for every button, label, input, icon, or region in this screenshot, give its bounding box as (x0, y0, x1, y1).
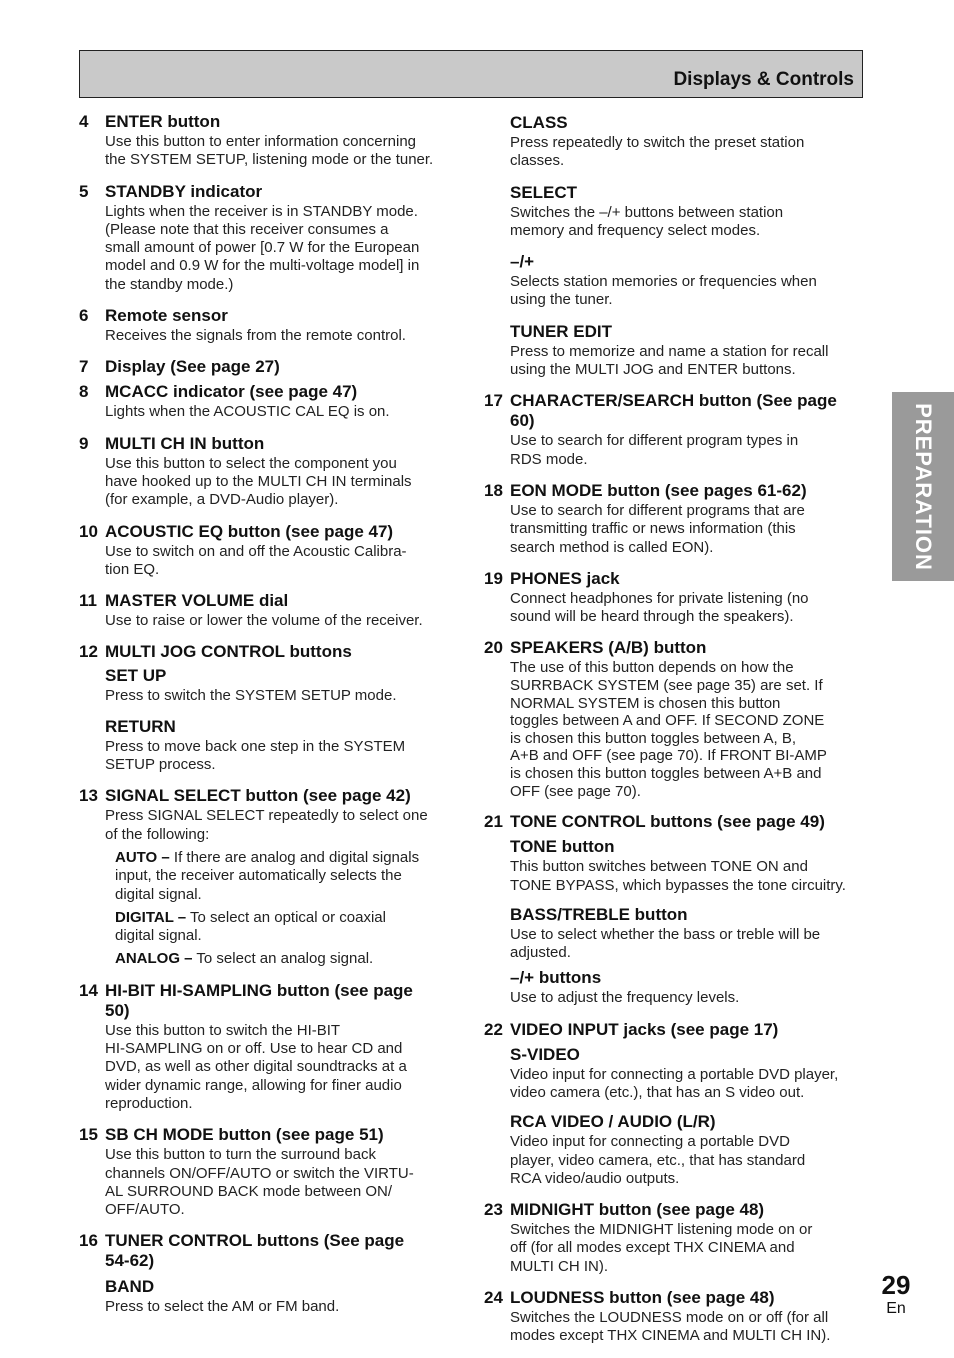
subitem-description: Video input for connecting a portable DVD player, video camera, etc., that has standard RCA video/audio outputs. (510, 1133, 806, 1187)
item-number: 10 (79, 521, 98, 541)
subitem-description: Use to select whether the bass or treble will be adjusted. (510, 925, 821, 962)
item-enter-button (79, 112, 461, 170)
item-number: 21 (484, 812, 503, 832)
subitem-description: Press to switch the SYSTEM SETUP mode. (105, 687, 397, 705)
option-description: If there are analog and digital signals input, the receiver automatically selects the digital signal. (115, 848, 420, 903)
subitem-description: Selects station memories or frequencies when using the tuner. (510, 273, 817, 309)
item-title: Remote sensor (105, 306, 228, 326)
item-tuner-control (79, 1231, 461, 1316)
item-number: 9 (79, 433, 89, 453)
subitem-description: This button switches between TONE ON and TONE BYPASS, which bypasses the tone circuitry. (510, 858, 846, 894)
option-label: AUTO – (115, 848, 170, 866)
option-label: ANALOG – (115, 950, 193, 968)
section-side-tab (892, 392, 954, 581)
item-number: 24 (484, 1288, 503, 1308)
item-number: 6 (79, 306, 89, 326)
side-tab-label: PREPARATION (911, 402, 936, 571)
subitem-title: BAND (105, 1277, 155, 1297)
item-title: PHONES jack (510, 568, 620, 588)
subitem-title: TONE button (510, 837, 615, 857)
subitem-return (105, 717, 461, 775)
item-title: ACOUSTIC EQ button (see page 47) (105, 521, 394, 541)
option-digital (115, 909, 461, 946)
item-hi-bit-button (79, 981, 461, 1113)
item-phones-jack (484, 569, 868, 627)
item-description: Use this button to switch the HI-BIT HI-SAMPLING on or off. Use to hear CD and DVD, as well as other digital soundtracks at a wider dynamic range, allowing for finer audio reproduction. (105, 1021, 407, 1112)
item-description: The use of this button depends on how the SURRBACK SYSTEM (see page 35) are set. If NORMAL SYSTEM is chosen this button toggles between A and OFF. If SECOND ZONE is chosen this button toggles between A, B, A+B and OFF (see page 70). If FRONT BI-AMP is chosen this button toggles between A+B and OFF (see page 70). (510, 659, 827, 800)
item-description: Switches the LOUDNESS mode on or off (for all modes except THX CINEMA and MULTI CH IN). (510, 1309, 831, 1345)
subitem-s-video (510, 1045, 868, 1103)
subitem-set-up (105, 666, 461, 705)
subitem-class (510, 113, 868, 171)
item-midnight-button (484, 1200, 868, 1276)
item-standby-indicator (79, 182, 461, 294)
item-signal-select-button (79, 786, 461, 968)
item-number: 14 (79, 980, 98, 1000)
subitem-description: Video input for connecting a portable DVD player, video camera (etc.), that has an S video out. (510, 1065, 839, 1101)
page-language: En (886, 1300, 906, 1317)
item-number: 22 (484, 1019, 503, 1039)
subitem-description: Press to select the AM or FM band. (105, 1298, 340, 1316)
option-analog (115, 950, 461, 968)
left-column (79, 112, 461, 1329)
item-title: VIDEO INPUT jacks (see page 17) (510, 1019, 779, 1039)
item-description: Switches the MIDNIGHT listening mode on or off (for all modes except THX CINEMA and MULTI CH IN). (510, 1221, 813, 1275)
item-character-search-button (484, 391, 868, 469)
item-master-volume-dial (79, 591, 461, 630)
header-bar (79, 50, 863, 98)
subitem-bass-treble (510, 905, 868, 963)
item-title: MULTI JOG CONTROL buttons (105, 642, 352, 662)
option-description: To select an optical or coaxial digital signal. (115, 908, 386, 945)
subitem-title: S-VIDEO (510, 1044, 580, 1064)
subitem-select (510, 183, 868, 241)
item-mcacc-indicator (79, 382, 461, 421)
item-sb-ch-mode-button (79, 1125, 461, 1219)
item-remote-sensor (79, 306, 461, 345)
subitem-title: TUNER EDIT (510, 321, 612, 341)
item-multi-ch-in-button (79, 434, 461, 510)
item-description: Use to search for different programs that are transmitting traffic or news information (this search method is called EON). (510, 501, 805, 556)
item-number: 5 (79, 181, 89, 201)
item-number: 23 (484, 1200, 503, 1220)
item-description: Lights when the receiver is in STANDBY mode. (Please note that this receiver consumes a small amount of power [0.7 W for the European model and 0.9 W for the multi-voltage model] in the standby mode.) (105, 202, 420, 293)
subitem-title: RCA VIDEO / AUDIO (L/R) (510, 1112, 716, 1132)
item-tone-control (484, 812, 868, 1007)
item-title: TONE CONTROL buttons (see page 49) (510, 812, 825, 832)
subitem-title: RETURN (105, 716, 176, 736)
item-title: STANDBY indicator (105, 181, 263, 201)
item-number: 20 (484, 638, 503, 658)
item-number: 4 (79, 112, 89, 131)
item-number: 18 (484, 480, 503, 500)
item-display (79, 357, 461, 377)
subitem-tone-button (510, 837, 868, 895)
item-number: 7 (79, 357, 89, 377)
subitem-description: Switches the –/+ buttons between station memory and frequency select modes. (510, 203, 784, 239)
subitem-title: CLASS (510, 113, 568, 132)
item-title: MIDNIGHT button (see page 48) (510, 1200, 765, 1220)
item-title: TUNER CONTROL buttons (See page 54-62) (105, 1231, 405, 1271)
item-speakers-button (484, 638, 868, 800)
item-number: 13 (79, 786, 98, 806)
item-number: 12 (79, 642, 98, 662)
subitem-title: –/+ buttons (510, 968, 602, 988)
right-column (484, 113, 868, 1358)
subitem-title: SET UP (105, 666, 167, 686)
item-description: Use this button to select the component you have hooked up to the MULTI CH IN terminals (for example, a DVD-Audio player). (105, 454, 412, 509)
item-title: MULTI CH IN button (105, 433, 265, 453)
subitem-tuner-edit (510, 322, 868, 380)
item-title: SIGNAL SELECT button (see page 42) (105, 786, 411, 806)
subitem-minus-plus-buttons (510, 968, 868, 1007)
option-auto (115, 849, 461, 904)
item-title: CHARACTER/SEARCH button (See page 60) (510, 391, 837, 431)
item-multi-jog-control (79, 642, 461, 774)
item-number: 8 (79, 382, 89, 402)
item-description: Press SIGNAL SELECT repeatedly to select one of the following: (105, 807, 428, 843)
subitem-description: Press to memorize and name a station for recall using the MULTI JOG and ENTER buttons. (510, 342, 829, 379)
item-number: 19 (484, 568, 503, 588)
item-description: Use to raise or lower the volume of the receiver. (105, 612, 423, 630)
item-acoustic-eq-button (79, 522, 461, 580)
item-description: Use to switch on and off the Acoustic Calibra- tion EQ. (105, 542, 407, 578)
subitem-description: Press repeatedly to switch the preset station classes. (510, 134, 805, 170)
signal-options (115, 849, 461, 969)
option-description: To select an analog signal. (192, 950, 374, 968)
option-label: DIGITAL – (115, 908, 187, 926)
item-number: 15 (79, 1125, 98, 1145)
subitem-title: SELECT (510, 182, 578, 202)
item-title: HI-BIT HI-SAMPLING button (see page 50) (105, 980, 413, 1020)
item-title: MASTER VOLUME dial (105, 591, 289, 611)
item-title: Display (See page 27) (105, 357, 280, 377)
subitem-minus-plus (510, 252, 868, 310)
item-title: SB CH MODE button (see page 51) (105, 1125, 384, 1145)
section-title: Displays & Controls (673, 69, 854, 90)
item-title: SPEAKERS (A/B) button (510, 638, 707, 658)
subitem-rca-video-audio (510, 1112, 868, 1188)
subitem-band (105, 1277, 461, 1316)
item-description: Use to search for different program types in RDS mode. (510, 432, 799, 468)
item-video-input-jacks (484, 1020, 868, 1188)
item-description: Use this button to turn the surround back channels ON/OFF/AUTO or switch the VIRTU- AL SURROUND BACK mode between ON/ OFF/AUTO. (105, 1146, 414, 1219)
item-description: Connect headphones for private listening (no sound will be heard through the speakers). (510, 589, 809, 626)
item-title: ENTER button (105, 112, 221, 131)
item-title: EON MODE button (see pages 61-62) (510, 480, 807, 500)
item-eon-mode-button (484, 481, 868, 557)
item-number: 16 (79, 1231, 98, 1251)
subitem-description: Use to adjust the frequency levels. (510, 989, 740, 1007)
item-loudness-button (484, 1288, 868, 1346)
item-description: Lights when the ACOUSTIC CAL EQ is on. (105, 403, 390, 421)
subitem-title: –/+ (510, 252, 535, 272)
item-number: 11 (79, 591, 97, 611)
subitem-description: Press to move back one step in the SYSTEM SETUP process. (105, 737, 406, 774)
item-title: MCACC indicator (see page 47) (105, 382, 358, 402)
page-number: 29 (881, 1270, 911, 1300)
item-description: Use this button to enter information concerning the SYSTEM SETUP, listening mode or the tuner. (105, 133, 434, 169)
subitem-title: BASS/TREBLE button (510, 904, 688, 924)
item-description: Receives the signals from the remote control. (105, 327, 406, 345)
item-title: LOUDNESS button (see page 48) (510, 1288, 775, 1308)
item-number: 17 (484, 391, 503, 411)
